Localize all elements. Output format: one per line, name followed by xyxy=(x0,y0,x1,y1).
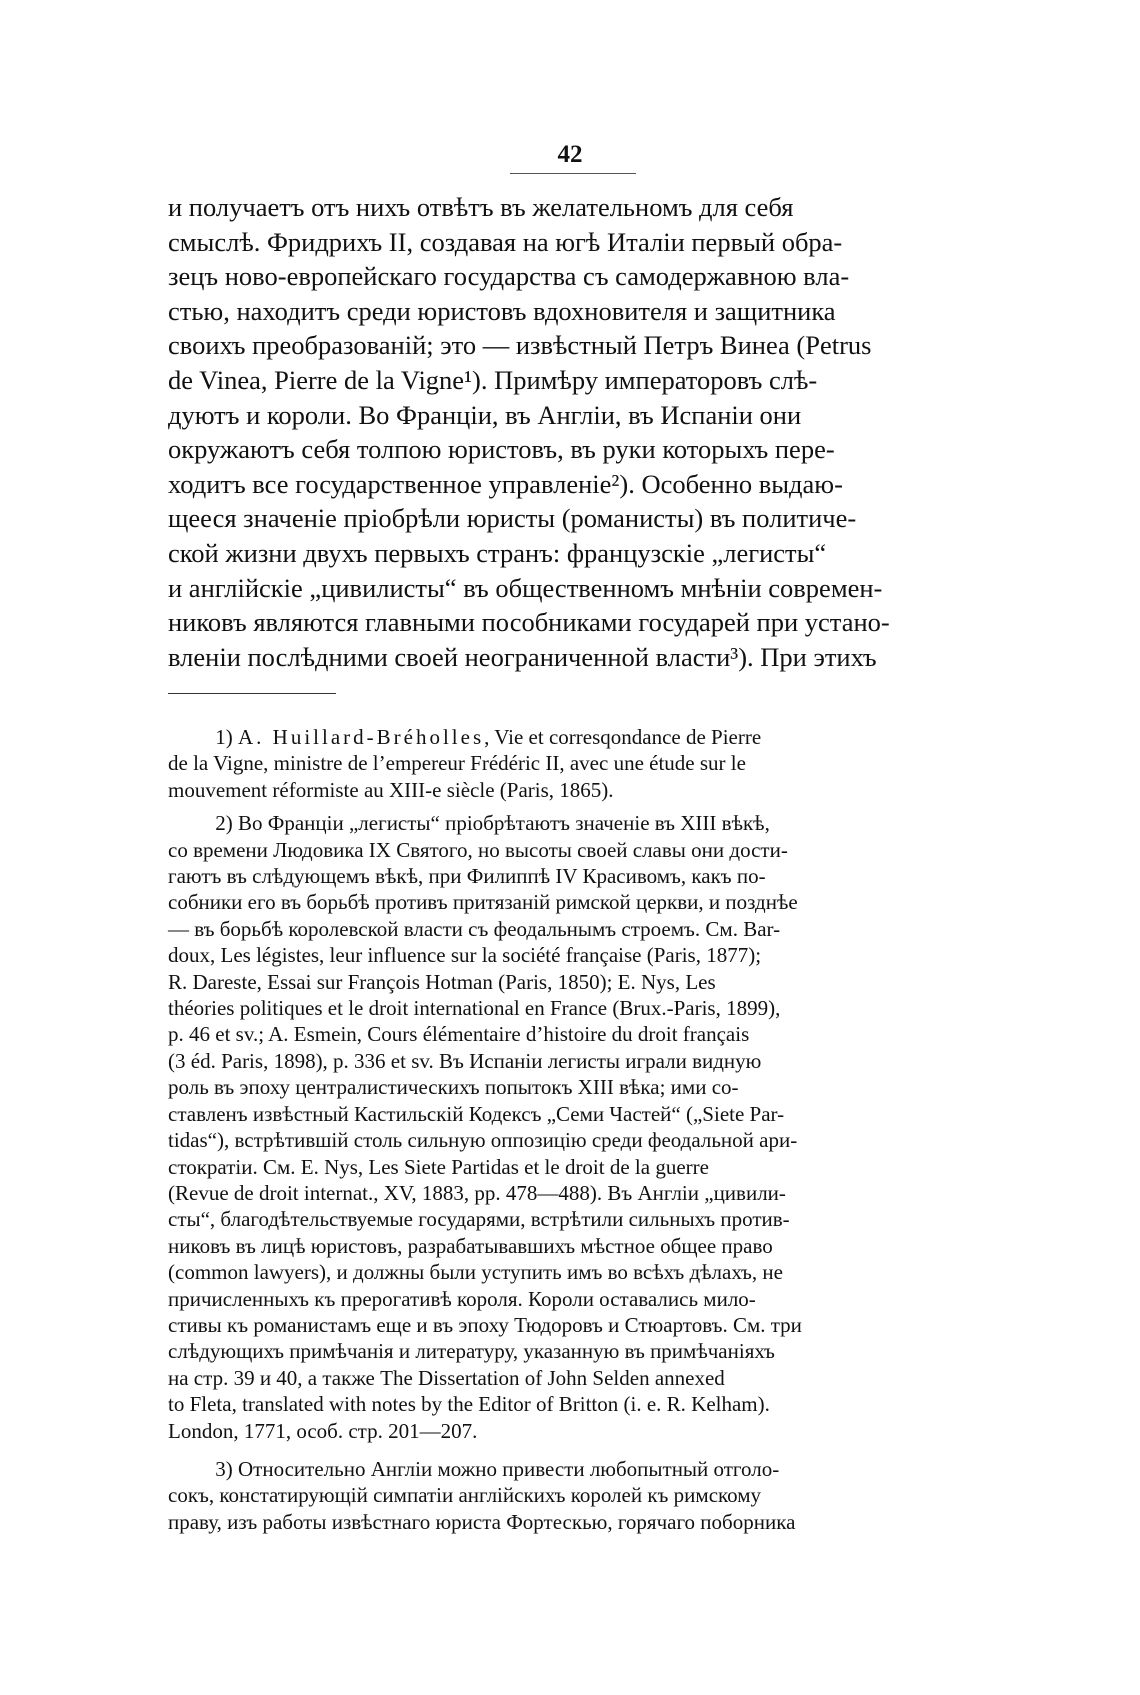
footnote-line: сты“, благодѣтельствуемые государями, встрѣтили сильныхъ против- xyxy=(168,1207,790,1232)
main-line: вленіи послѣдними своей неограниченной власти³). При этихъ xyxy=(168,641,877,672)
footnote-line: tidas“), встрѣтившій столь сильную оппозицію среди феодальной ари- xyxy=(168,1128,798,1153)
footnote-text: 3) Относительно Англіи можно привести любопытный отголо- xyxy=(215,1456,780,1481)
footnote-line: со времени Людовика IX Святого, но высоты своей славы они дости- xyxy=(168,837,788,862)
main-line: зецъ ново-европейскаго государства съ самодержавною вла- xyxy=(168,261,850,292)
main-line: de Vinea, Pierre de la Vigne¹). Примѣру императоровъ слѣ- xyxy=(168,364,818,395)
main-line: ской жизни двухъ первыхъ странъ: французскіе „легисты“ xyxy=(168,537,827,568)
footnote-line: причисленныхъ къ прерогативѣ короля. Короли оставались мило- xyxy=(168,1286,756,1311)
main-text xyxy=(168,190,983,674)
footnote-line xyxy=(168,724,983,750)
footnote-1 xyxy=(168,724,983,803)
footnote-author: A. Huillard-Bréholles xyxy=(238,725,485,749)
footnote-line: — въ борьбѣ королевской власти съ феодальнымъ строемъ. См. Bar- xyxy=(168,916,781,941)
page-number-rule xyxy=(510,173,636,174)
footnote-line xyxy=(168,810,983,836)
footnote-line: mouvement réformiste au XIII-e siècle (Paris, 1865). xyxy=(168,777,614,802)
footnote-line: de la Vigne, ministre de l’empereur Frédéric II, avec une étude sur le xyxy=(168,751,746,776)
footnote-line: стивы къ романистамъ еще и въ эпоху Тюдоровъ и Стюартовъ. См. три xyxy=(168,1312,802,1337)
footnote-3 xyxy=(168,1456,983,1535)
footnote-line: на стр. 39 и 40, а также The Dissertation of John Selden annexed xyxy=(168,1365,725,1390)
footnote-line: стократіи. См. E. Nys, Les Siete Partidas et le droit de la guerre xyxy=(168,1154,709,1179)
main-line: окружаютъ себя толпою юристовъ, въ руки которыхъ пере- xyxy=(168,434,835,465)
main-line: щееся значеніе пріобрѣли юристы (романисты) въ политиче- xyxy=(168,503,857,534)
footnote-line: гаютъ въ слѣдующемъ вѣкѣ, при Филиппѣ IV Красивомъ, какъ по- xyxy=(168,864,766,889)
footnote-line: London, 1771, особ. стр. 201—207. xyxy=(168,1418,478,1443)
footnote-line xyxy=(168,1456,983,1482)
main-line: и англійскіе „цивилисты“ въ общественномъ мнѣніи современ- xyxy=(168,572,883,603)
footnote-line: doux, Les légistes, leur influence sur la société française (Paris, 1877); xyxy=(168,943,762,968)
main-line: ходитъ все государственное управленіе²). Особенно выдаю- xyxy=(168,468,843,499)
footnote-line: роль въ эпоху централистическихъ попытокъ XIII вѣка; ими со- xyxy=(168,1075,739,1100)
footnote-marker: 1) xyxy=(215,725,233,749)
footnote-2 xyxy=(168,810,983,1444)
main-line: никовъ являются главными пособниками государей при устано- xyxy=(168,607,890,638)
footnotes xyxy=(168,724,983,1535)
footnote-line: слѣдующихъ примѣчанія и литературу, указанную въ примѣчаніяхъ xyxy=(168,1339,775,1364)
main-line: своихъ преобразованій; это — извѣстный Петръ Винеа (Petrus xyxy=(168,330,872,361)
footnote-separator xyxy=(168,693,336,694)
main-line: и получаетъ отъ нихъ отвѣтъ въ желательномъ для себя xyxy=(168,192,794,222)
footnote-line: сокъ, констатирующій симпатіи англійскихъ королей къ римскому xyxy=(168,1483,762,1508)
main-line: стью, находитъ среди юристовъ вдохновителя и защитника xyxy=(168,295,836,326)
footnote-line: никовъ въ лицѣ юристовъ, разрабатывавшихъ мѣстное общее право xyxy=(168,1233,773,1258)
footnote-text: 2) Во Франціи „легисты“ пріобрѣтаютъ значеніе въ XIII вѣкѣ, xyxy=(215,811,770,836)
footnote-line: théories politiques et le droit international en France (Brux.-Paris, 1899), xyxy=(168,996,781,1021)
footnote-text: , Vie et corresqondance de Pierre xyxy=(484,725,762,749)
main-line: смыслѣ. Фридрихъ II, создавая на югѣ Италіи первый обра- xyxy=(168,226,843,257)
footnote-line: (common lawyers), и должны были уступить имъ во всѣхъ дѣлахъ, не xyxy=(168,1260,783,1285)
footnote-line: праву, изъ работы извѣстнаго юриста Фортескью, горячаго поборника xyxy=(168,1509,796,1534)
footnote-line: R. Dareste, Essai sur François Hotman (Paris, 1850); E. Nys, Les xyxy=(168,969,716,994)
page-number: 42 xyxy=(557,141,583,168)
footnote-line: to Fleta, translated with notes by the Editor of Britton (i. e. R. Kelham). xyxy=(168,1392,770,1417)
main-line: дуютъ и короли. Во Франціи, въ Англіи, въ Испаніи они xyxy=(168,399,802,430)
footnote-line: собники его въ борьбѣ противъ притязаній римской церкви, и позднѣе xyxy=(168,890,798,915)
footnote-line: (3 éd. Paris, 1898), p. 336 et sv. Въ Испаніи легисты играли видную xyxy=(168,1048,762,1073)
footnote-line: (Revue de droit internat., XV, 1883, pp. 478—488). Въ Англіи „цивили- xyxy=(168,1180,786,1205)
footnote-line: p. 46 et sv.; A. Esmein, Cours élémentaire d’histoire du droit français xyxy=(168,1022,750,1047)
footnote-line: ставленъ извѣстный Кастильскій Кодексъ „Семи Частей“ („Siete Par- xyxy=(168,1101,785,1126)
